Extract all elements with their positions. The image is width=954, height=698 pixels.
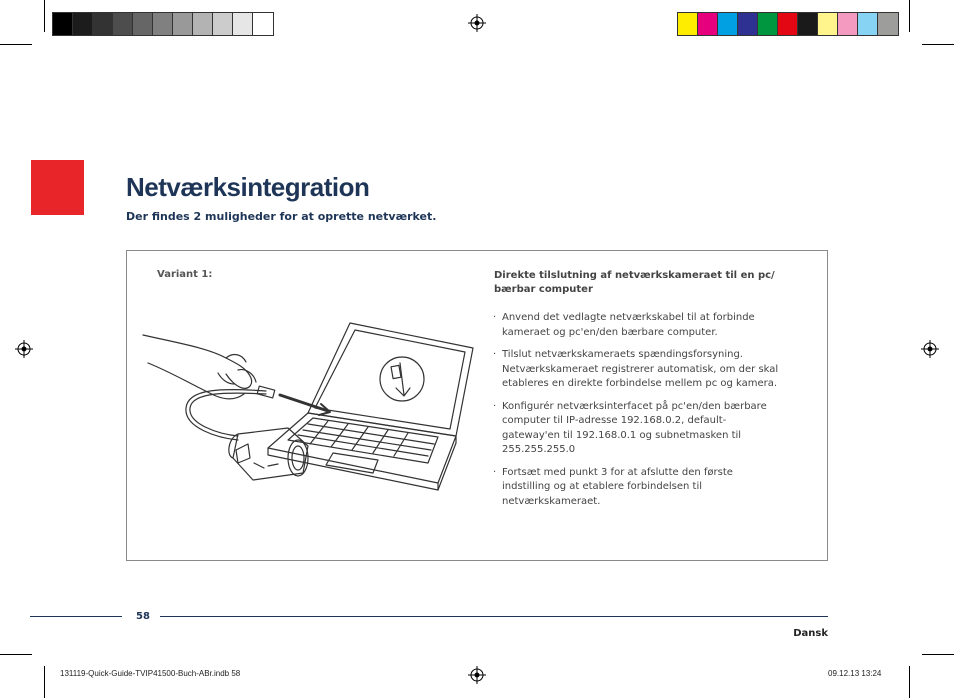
- grayscale-swatch: [53, 13, 73, 35]
- registration-mark-icon: [468, 666, 486, 684]
- grayscale-swatch: [253, 13, 273, 35]
- bullet-icon: ·: [493, 466, 497, 478]
- grayscale-swatch: [213, 13, 233, 35]
- grayscale-calibration-bar: [52, 12, 274, 36]
- bullet-icon: ·: [493, 312, 497, 323]
- footer-rule-right: [160, 616, 828, 617]
- color-calibration-bar: [677, 12, 899, 36]
- list-item: · Konfigurér netværksinterfacet på pc'en/den bærbare computer til IP-adresse 192.168.0.2, default-gateway'en til 192.168.0.1 og subnetmasken til 255.255.255.0: [493, 400, 767, 455]
- list-item: · Tilslut netværkskameraets spændingsforsyning. Netværkskameraet registrerer automatisk, om der skal etableres en direkte forbindelse mellem pc og kamera.: [493, 349, 779, 389]
- grayscale-swatch: [233, 13, 253, 35]
- grayscale-swatch: [73, 13, 93, 35]
- registration-mark-icon: [921, 340, 939, 358]
- bullet-icon: ·: [493, 349, 497, 360]
- registration-mark-icon: [468, 14, 486, 32]
- list-item: · Fortsæt med punkt 3 for at afslutte den første indstilling og at etablere forbindelsen til netværkskameraet.: [493, 466, 733, 507]
- grayscale-swatch: [193, 13, 213, 35]
- language-label: Dansk: [793, 628, 828, 639]
- grayscale-swatch: [153, 13, 173, 35]
- color-swatch: [678, 13, 698, 35]
- page-title: Netværksintegration: [126, 172, 370, 202]
- color-swatch: [738, 13, 758, 35]
- color-swatch: [838, 13, 858, 35]
- laptop-camera-cable-illustration: [138, 318, 483, 518]
- list-item: · Anvend det vedlagte netværkskabel til at forbinde kameraet og pc'en/den bærbare computer.: [493, 312, 755, 338]
- page-subtitle: Der findes 2 muligheder for at oprette netværket.: [126, 210, 437, 223]
- color-swatch: [818, 13, 838, 35]
- color-swatch: [798, 13, 818, 35]
- bullet-icon: ·: [493, 400, 497, 412]
- grayscale-swatch: [113, 13, 133, 35]
- color-swatch: [858, 13, 878, 35]
- footer-rule-left: [30, 616, 122, 617]
- color-swatch: [878, 13, 898, 35]
- grayscale-swatch: [133, 13, 153, 35]
- color-swatch: [698, 13, 718, 35]
- color-swatch: [718, 13, 738, 35]
- instruction-list: [493, 311, 783, 517]
- grayscale-swatch: [173, 13, 193, 35]
- registration-mark-icon: [15, 340, 33, 358]
- print-timestamp: 09.12.13 13:24: [828, 669, 882, 678]
- section-tab: [31, 160, 84, 215]
- page-number: 58: [136, 611, 150, 622]
- color-swatch: [778, 13, 798, 35]
- variant-label: Variant 1:: [157, 269, 213, 280]
- print-file-name: 131119-Quick-Guide-TVIP41500-Buch-ABr.indb 58: [60, 669, 241, 678]
- connection-heading: Direkte tilslutning af netværkskameraet til en pc/ bærbar computer: [494, 270, 775, 295]
- grayscale-swatch: [93, 13, 113, 35]
- color-swatch: [758, 13, 778, 35]
